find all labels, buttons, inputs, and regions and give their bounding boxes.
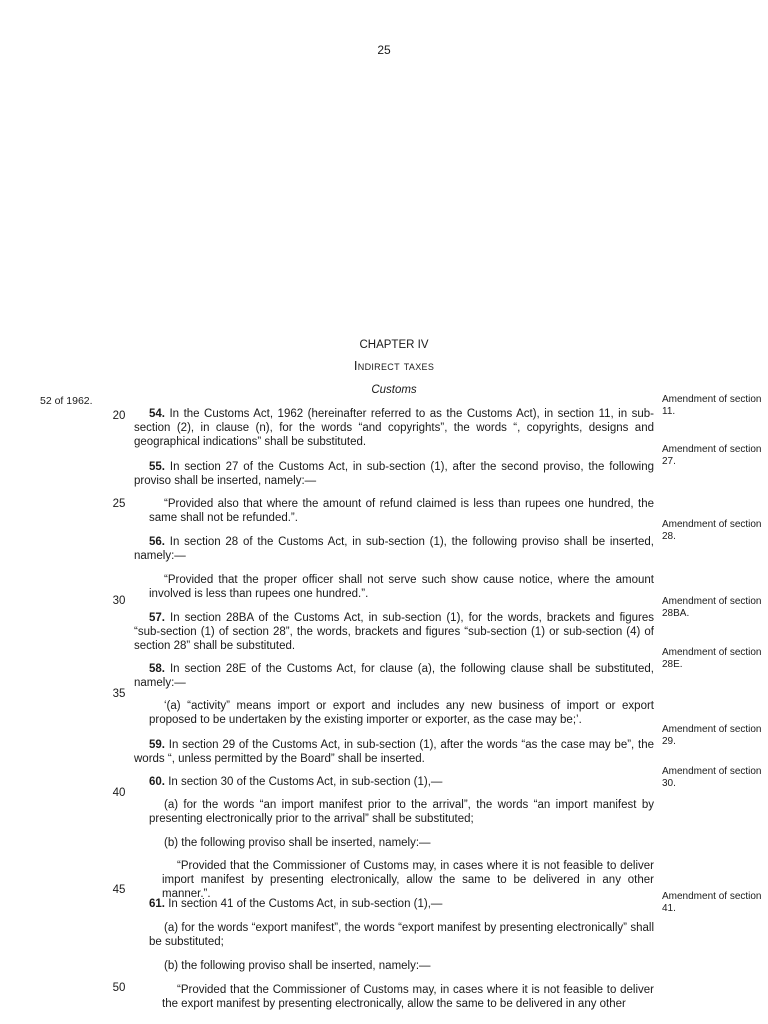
chapter-title: Indirect taxes [353, 358, 435, 373]
clause-paragraph [149, 836, 654, 850]
line-number: 40 [112, 787, 126, 799]
margin-act-reference: 52 of 1962. [40, 395, 93, 407]
paragraph-text: In section 30 of the Customs Act, in sub-section (1),— [165, 776, 443, 788]
section-paragraph [134, 738, 654, 766]
section-number: 58. [149, 663, 165, 675]
paragraph-text: In the Customs Act, 1962 (hereinafter referred to as the Customs Act), in section 11, in sub-section (2), in clause (n), for the words “and copyrights”, the words “, copyrights, designs and geographical indications” shall be substituted. [134, 408, 654, 448]
side-note: Amendment of section 11. [662, 394, 762, 417]
section-paragraph [134, 775, 654, 789]
proviso-paragraph [162, 983, 654, 1011]
section-paragraph [134, 611, 654, 653]
proviso-paragraph [149, 497, 654, 525]
paragraph-text: “Provided also that where the amount of refund claimed is less than rupees one hundred, the same shall not be refunded.”. [149, 498, 654, 524]
section-number: 54. [149, 408, 165, 420]
section-paragraph [134, 407, 654, 449]
paragraph-text: In section 28BA of the Customs Act, in sub-section (1), for the words, brackets and figures “sub-section (1) of section 28”, the words, brackets and figures “sub-section (1) or sub-section (4) of section 28” shall be substituted. [134, 612, 654, 652]
paragraph-text: In section 28E of the Customs Act, for clause (a), the following clause shall be substituted, namely:— [134, 663, 654, 689]
line-number: 50 [112, 982, 126, 994]
paragraph-text: (b) the following proviso shall be inserted, namely:— [164, 960, 431, 972]
paragraph-text: In section 41 of the Customs Act, in sub-section (1),— [165, 898, 443, 910]
section-paragraph [134, 535, 654, 563]
side-note: Amendment of section 28BA. [662, 596, 762, 619]
section-paragraph [134, 662, 654, 690]
side-note: Amendment of section 30. [662, 766, 762, 789]
section-paragraph [134, 460, 654, 488]
line-number: 25 [112, 498, 126, 510]
paragraph-text: (b) the following proviso shall be inserted, namely:— [164, 837, 431, 849]
section-number: 61. [149, 898, 165, 910]
paragraph-text: In section 28 of the Customs Act, in sub-section (1), the following proviso shall be inserted, namely:— [134, 536, 654, 562]
side-note: Amendment of section 28E. [662, 647, 762, 670]
paragraph-text: “Provided that the Commissioner of Customs may, in cases where it is not feasible to deliver the export manifest by presenting electronically, allow the same to be delivered in any other [162, 984, 654, 1010]
paragraph-text: “Provided that the Commissioner of Customs may, in cases where it is not feasible to deliver import manifest by presenting electronically, allow the same to be delivered in any other manner.”. [162, 860, 654, 900]
paragraph-text: In section 29 of the Customs Act, in sub-section (1), after the words “as the case may be”, the words “, unless permitted by the Board” shall be inserted. [134, 739, 654, 765]
line-number: 20 [112, 410, 126, 422]
paragraph-text: ‘(a) “activity” means import or export and includes any new business of import or export proposed to be undertaken by the existing importer or exporter, as the case may be;’. [149, 700, 654, 726]
paragraph-text: (a) for the words “an import manifest prior to the arrival”, the words “an import manifest by presenting electronically prior to the arrival” shall be substituted; [149, 799, 654, 825]
side-note: Amendment of section 27. [662, 444, 762, 467]
section-number: 57. [149, 612, 165, 624]
chapter-subtitle: Customs [371, 384, 417, 396]
paragraph-text: (a) for the words “export manifest”, the words “export manifest by presenting electronically” shall be substituted; [149, 922, 654, 948]
side-note: Amendment of section 41. [662, 891, 762, 914]
page-number: 25 [377, 43, 391, 57]
clause-paragraph [149, 699, 654, 727]
clause-paragraph [149, 921, 654, 949]
clause-paragraph [149, 798, 654, 826]
section-paragraph [134, 897, 654, 911]
chapter-label: CHAPTER IV [359, 339, 429, 351]
section-number: 59. [149, 739, 165, 751]
line-number: 30 [112, 595, 126, 607]
line-number: 35 [112, 688, 126, 700]
section-number: 55. [149, 461, 165, 473]
paragraph-text: In section 27 of the Customs Act, in sub-section (1), after the second proviso, the following proviso shall be inserted, namely:— [134, 461, 654, 487]
side-note: Amendment of section 28. [662, 519, 762, 542]
clause-paragraph [149, 959, 654, 973]
section-number: 56. [149, 536, 165, 548]
side-note: Amendment of section 29. [662, 724, 762, 747]
paragraph-text: “Provided that the proper officer shall not serve such show cause notice, where the amount involved is less than rupees one hundred.”. [149, 574, 654, 600]
line-number: 45 [112, 884, 126, 896]
proviso-paragraph [149, 573, 654, 601]
proviso-paragraph [162, 859, 654, 901]
section-number: 60. [149, 776, 165, 788]
